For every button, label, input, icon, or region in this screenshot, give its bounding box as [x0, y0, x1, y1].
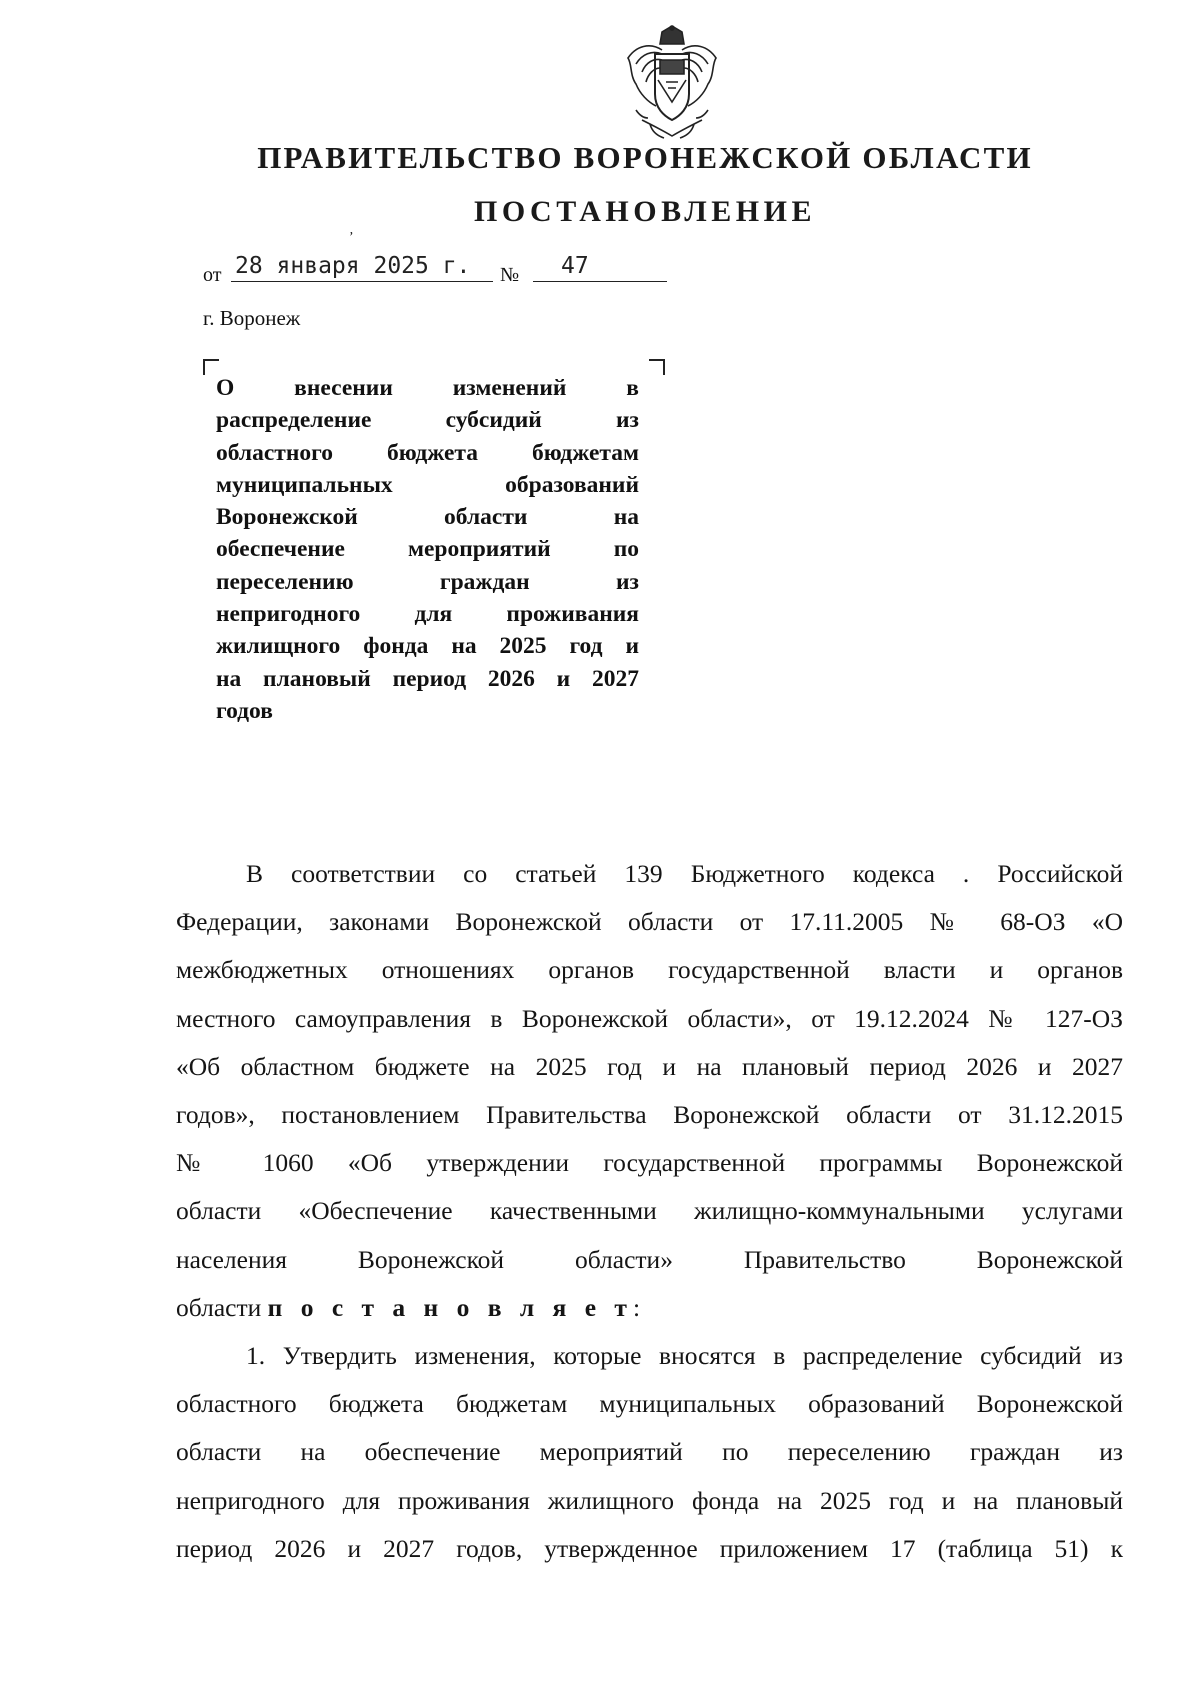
paragraph-line: Федерации, законами Воронежской области от 17.11.2005 № 68-ОЗ «О [176, 907, 1123, 937]
preamble-tail: области [176, 1292, 262, 1322]
resolution-verb: п о с т а н о в л я е т [267, 1292, 633, 1322]
paragraph-line: «Об областном бюджете на 2025 год и на плановый период 2026 и 2027 [176, 1051, 1123, 1081]
paragraph-line: межбюджетных отношениях органов государственной власти и органов [176, 955, 1123, 985]
subject-line: на плановый период 2026 и 2027 [216, 665, 639, 692]
paragraph-line: годов», постановлением Правительства Воронежской области от 31.12.2015 [176, 1099, 1123, 1129]
paragraph-line-final [176, 1284, 1123, 1332]
date-number-line [203, 252, 673, 292]
subject-line: переселению граждан из [216, 568, 639, 595]
document-subject [216, 372, 639, 727]
subject-line: годов [216, 697, 273, 724]
paragraph-line: местного самоуправления в Воронежской области», от 19.12.2024 № 127-ОЗ [176, 1003, 1123, 1033]
paragraph-line: В соответствии со статьей 139 Бюджетного кодекса . Российской [246, 859, 1123, 888]
subject-line: О внесении изменений в [216, 375, 639, 401]
subject-line: Воронежской области на [216, 504, 639, 531]
subject-line: муниципальных образований [216, 471, 639, 498]
subject-line: непригодного для проживания [216, 601, 639, 628]
paragraph-line: непригодного для проживания жилищного фонда на 2025 год и на плановый [176, 1485, 1123, 1515]
resolution-colon: : [632, 1292, 641, 1322]
date-label: от [203, 264, 222, 286]
paragraph-line: 1. Утвердить изменения, которые вносятся в распределение субсидий из [246, 1341, 1123, 1370]
paragraph-line: № 1060 «Об утверждении государственной программы Воронежской [176, 1148, 1123, 1178]
number-label: № [500, 264, 520, 286]
number-field: 47 [533, 252, 667, 282]
pen-mark: ʼ [348, 230, 353, 245]
city-name: г. Воронеж [203, 306, 301, 330]
subject-line: обеспечение мероприятий по [216, 536, 639, 563]
item-1-paragraph [176, 1332, 1123, 1573]
subject-bracket-right [649, 359, 665, 375]
date-field: 28 января 2025 г. [231, 252, 493, 282]
preamble-paragraph [176, 850, 1123, 1332]
paragraph-line: области на обеспечение мероприятий по переселению граждан из [176, 1437, 1123, 1467]
paragraph-line: областного бюджета бюджетам муниципальных образований Воронежской [176, 1389, 1123, 1419]
paragraph-line: области «Обеспечение качественными жилищно-коммунальными услугами [176, 1196, 1123, 1226]
subject-line: жилищного фонда на 2025 год и [216, 633, 639, 660]
subject-line: распределение субсидий из [216, 407, 639, 434]
paragraph-line: период 2026 и 2027 годов, утвержденное приложением 17 (таблица 51) к [176, 1533, 1123, 1563]
subject-line: областного бюджета бюджетам [216, 439, 639, 466]
government-title: ПРАВИТЕЛЬСТВО ВОРОНЕЖСКОЙ ОБЛАСТИ [257, 140, 1033, 175]
voronezh-coat-of-arms-icon [622, 24, 722, 142]
paragraph-line: населения Воронежской области» Правительство Воронежской [176, 1244, 1123, 1274]
document-type-title: ПОСТАНОВЛЕНИЕ [474, 195, 816, 228]
